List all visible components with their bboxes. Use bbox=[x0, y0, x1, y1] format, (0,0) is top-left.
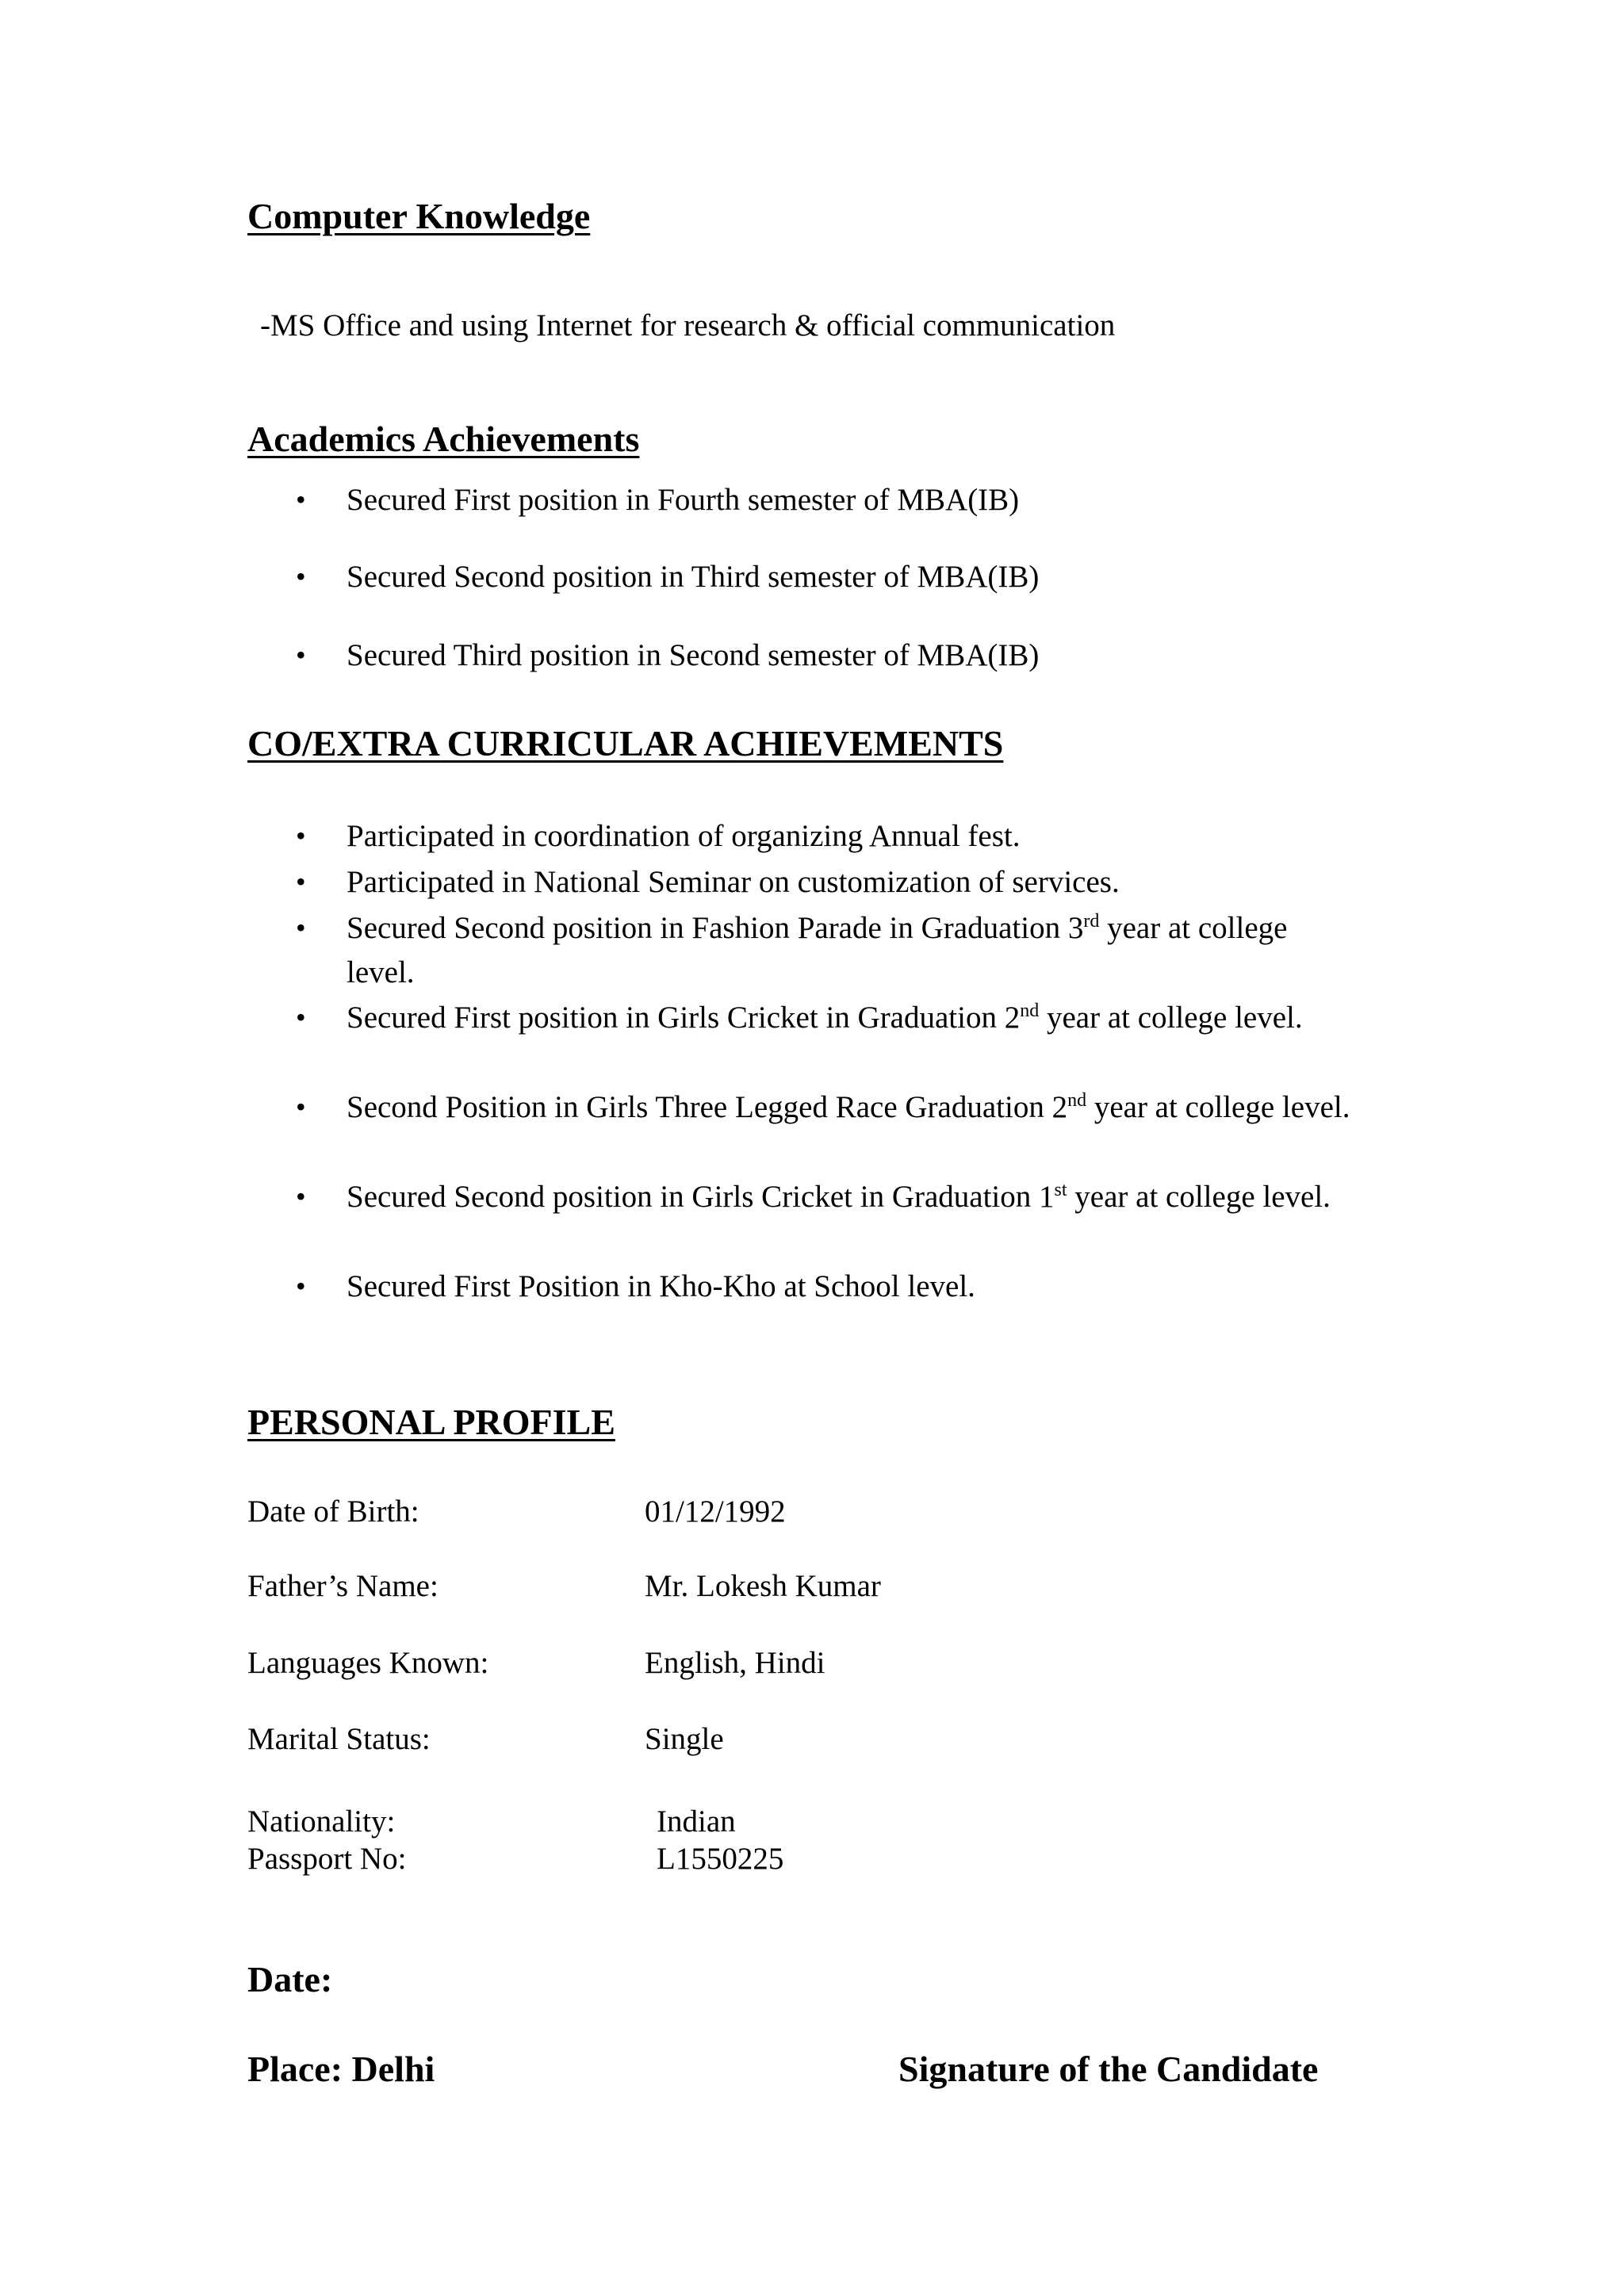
academics-heading: Academics Achievements bbox=[247, 419, 640, 459]
profile-value: Mr. Lokesh Kumar bbox=[645, 1569, 881, 1603]
list-item: Secured Second position in Girls Cricket in Graduation 1st year at college level. bbox=[347, 1180, 1331, 1214]
bullet-icon: • bbox=[296, 1181, 306, 1212]
bullet-icon: • bbox=[296, 820, 306, 851]
list-item: Secured First Position in Kho-Kho at School level. bbox=[347, 1269, 975, 1303]
bullet-icon: • bbox=[296, 1001, 306, 1033]
profile-label: Date of Birth: bbox=[247, 1494, 419, 1529]
bullet-icon: • bbox=[296, 561, 306, 592]
list-item: Secured Third position in Second semester of MBA(IB) bbox=[347, 638, 1040, 672]
bullet-icon: • bbox=[296, 484, 306, 515]
computer-knowledge-heading: Computer Knowledge bbox=[247, 196, 591, 236]
profile-value: English, Hindi bbox=[645, 1646, 825, 1680]
profile-value: Indian bbox=[657, 1804, 736, 1839]
bullet-icon: • bbox=[296, 1091, 306, 1123]
list-item: Participated in coordination of organizing Annual fest. bbox=[347, 819, 1021, 853]
list-item: Secured Second position in Fashion Parade in Graduation 3rd year at college level. bbox=[347, 911, 1288, 989]
bullet-icon: • bbox=[296, 639, 306, 671]
list-item: Participated in National Seminar on customization of services. bbox=[347, 865, 1120, 899]
computer-knowledge-text: -MS Office and using Internet for research & official communication bbox=[260, 308, 1116, 342]
personal-profile-heading: PERSONAL PROFILE bbox=[247, 1402, 615, 1442]
profile-label: Languages Known: bbox=[247, 1646, 489, 1680]
list-item: Secured Second position in Third semester of MBA(IB) bbox=[347, 560, 1040, 594]
date-label: Date: bbox=[247, 1959, 333, 1999]
bullet-icon: • bbox=[296, 1270, 306, 1302]
list-item: Secured First position in Girls Cricket in Graduation 2nd year at college level. bbox=[347, 1001, 1303, 1035]
profile-value: Single bbox=[645, 1722, 724, 1756]
profile-value: 01/12/1992 bbox=[645, 1494, 786, 1529]
place-label: Place: Delhi bbox=[247, 2049, 435, 2089]
profile-label: Passport No: bbox=[247, 1842, 407, 1876]
profile-label: Marital Status: bbox=[247, 1722, 431, 1756]
bullet-icon: • bbox=[296, 866, 306, 897]
list-item: Secured First position in Fourth semester of MBA(IB) bbox=[347, 483, 1020, 517]
profile-label: Nationality: bbox=[247, 1804, 396, 1839]
signature-label: Signature of the Candidate bbox=[898, 2049, 1319, 2089]
profile-value: L1550225 bbox=[657, 1842, 784, 1876]
bullet-icon: • bbox=[296, 912, 306, 943]
extracurricular-heading: CO/EXTRA CURRICULAR ACHIEVEMENTS bbox=[247, 723, 1004, 763]
profile-label: Father’s Name: bbox=[247, 1569, 439, 1603]
list-item: Second Position in Girls Three Legged Race Graduation 2nd year at college level. bbox=[347, 1090, 1350, 1124]
